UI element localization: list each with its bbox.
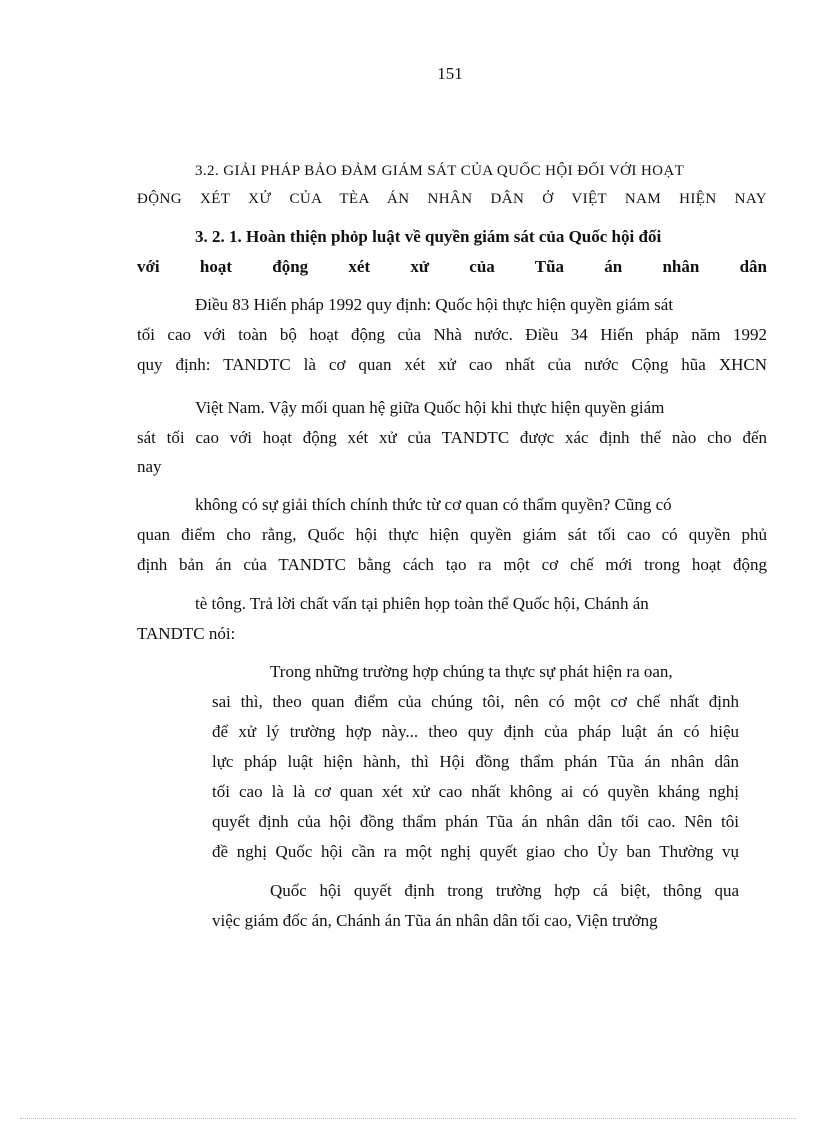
- body-line: nay: [137, 457, 162, 476]
- subsection-heading-line-1: 3. 2. 1. Hoàn thiện phỏp luật về quyền giám sát của Quốc hội đối: [195, 227, 662, 246]
- quote-line: đề nghị Quốc hội cần ra một nghị quyết giao cho Ủy ban Thường vụ: [212, 842, 739, 861]
- body-line: quan điểm cho rằng, Quốc hội thực hiện quyền giám sát tối cao có quyền phủ: [137, 525, 767, 544]
- subsection-heading-line-2: với hoạt động xét xử của Tũa án nhân dân: [137, 257, 767, 276]
- page-number: 151: [437, 64, 463, 83]
- quote-line: việc giám đốc án, Chánh án Tũa án nhân dân tối cao, Viện trưởng: [212, 911, 658, 930]
- quote-line: để xử lý trường hợp này... theo quy định của pháp luật án có hiệu: [212, 722, 739, 741]
- body-line: quy định: TANDTC là cơ quan xét xử cao nhất của nước Cộng hũa XHCN: [137, 355, 767, 374]
- body-line: không có sự giải thích chính thức từ cơ quan có thẩm quyền? Cũng có: [195, 495, 672, 514]
- section-heading-line-2: ĐỘNG XÉT XỬ CỦA TÈA ÁN NHÂN DÂN Ở VIỆT NAM HIỆN NAY: [137, 191, 767, 207]
- footer-rule: [20, 1118, 796, 1119]
- body-line: sát tối cao với hoạt động xét xử của TANDTC được xác định thế nào cho đến: [137, 428, 767, 447]
- body-line: tè tông. Trả lời chất vấn tại phiên họp toàn thể Quốc hội, Chánh án: [195, 594, 649, 613]
- quote-line: tối cao là là cơ quan xét xử cao nhất không ai có quyền kháng nghị: [212, 782, 739, 801]
- body-line: Điều 83 Hiến pháp 1992 quy định: Quốc hội thực hiện quyền giám sát: [195, 295, 674, 314]
- body-line: định bản án của TANDTC bằng cách tạo ra một cơ chế mới trong hoạt động: [137, 555, 767, 574]
- body-line: Việt Nam. Vậy mối quan hệ giữa Quốc hội khi thực hiện quyền giám: [195, 398, 665, 417]
- quote-line: sai thì, theo quan điểm của chúng tôi, nên có một cơ chế nhất định: [212, 692, 739, 711]
- quote-line: Quốc hội quyết định trong trường hợp cá biệt, thông qua: [270, 881, 739, 900]
- body-line: tối cao với toàn bộ hoạt động của Nhà nước. Điều 34 Hiến pháp năm 1992: [137, 325, 767, 344]
- body-line: TANDTC nói:: [137, 624, 236, 643]
- quote-line: Trong những trường hợp chúng ta thực sự phát hiện ra oan,: [270, 662, 673, 681]
- section-heading-line-1: 3.2. GIẢI PHÁP BẢO ĐẢM GIÁM SÁT CỦA QUỐC HỘI ĐỐI VỚI HOẠT: [195, 163, 685, 179]
- quote-line: lực pháp luật hiện hành, thì Hội đồng thẩm phán Tũa án nhân dân: [212, 752, 739, 771]
- quote-line: quyết định của hội đồng thẩm phán Tũa án nhân dân tối cao. Nên tôi: [212, 812, 739, 831]
